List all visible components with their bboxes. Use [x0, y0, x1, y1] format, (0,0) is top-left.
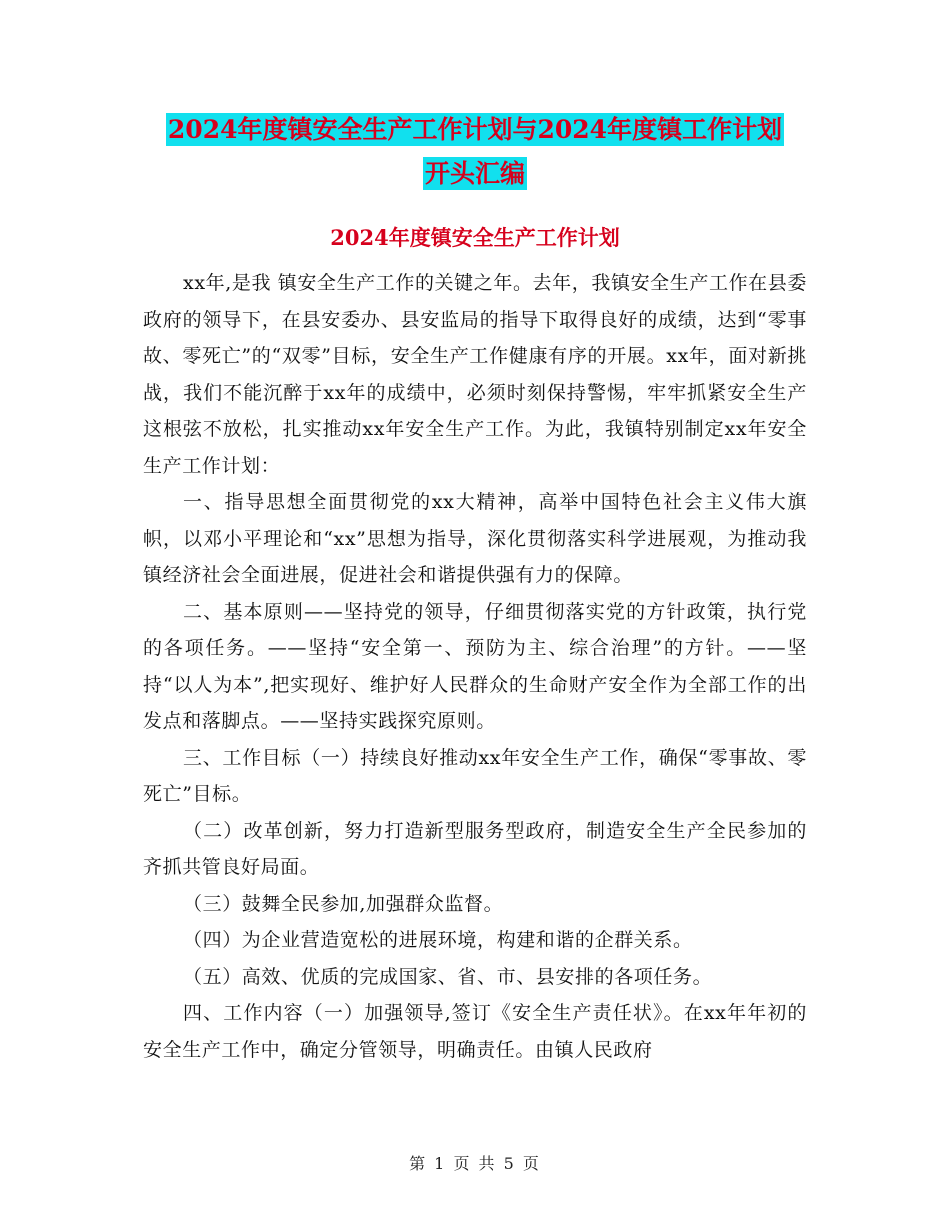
paragraph-basic-principles: 二、基本原则——坚持党的领导，仔细贯彻落实党的方针政策，执行党的各项任务。——坚持“安全第一、预防为主、综合治理”的方针。——坚持“以人为本”,把实现好、维护好人民群众的生命财产安全作为全部工作的出发点和落脚点。——坚持实践探究原则。: [143, 600, 807, 732]
paragraph-goal-2: （二）改革创新，努力打造新型服务型政府，制造安全生产全民参加的齐抓共管良好局面。: [143, 819, 807, 878]
paragraph-goal-3: （三）鼓舞全民参加,加强群众监督。: [183, 892, 504, 915]
document-title-line-2: [0, 152, 950, 196]
paragraph-goal-5: （五）高效、优质的完成国家、省、市、县安排的各项任务。: [183, 965, 713, 988]
document-title-line-1: [0, 108, 950, 152]
section-title: 2024年度镇安全生产工作计划: [330, 225, 620, 250]
paragraph-work-goals: 三、工作目标（一）持续良好推动xx年安全生产工作，确保“零事故、零死亡”目标。: [143, 746, 807, 805]
paragraph-guiding-ideology: 一、指导思想全面贯彻党的xx大精神，高举中国特色社会主义伟大旗帜，以邓小平理论和“xx”思想为指导，深化贯彻落实科学进展观，为推动我镇经济社会全面进展，促进社会和谐提供强有力的保障。: [143, 491, 807, 586]
title-highlight-1: 2024年度镇安全生产工作计划与2024年度镇工作计划: [167, 115, 783, 144]
body-text: [143, 265, 807, 1068]
page-footer: 第 1 页 共 5 页: [409, 1154, 541, 1173]
paragraph-goal-4: （四）为企业营造宽松的进展环境，构建和谐的企群关系。: [183, 929, 693, 951]
paragraph-work-content: 四、工作内容（一）加强领导,签订《安全生产责任状》。在xx年年初的安全生产工作中，确定分管领导，明确责任。由镇人民政府: [143, 1002, 807, 1061]
paragraph-intro: xx年,是我 镇安全生产工作的关键之年。去年，我镇安全生产工作在县委政府的领导下，在县安委办、县安监局的指导下取得良好的成绩，达到“零事故、零死亡”的“双零”目标，安全生产工作健康有序的开展。xx年，面对新挑战，我们不能沉醉于xx年的成绩中，必须时刻保持警惕，牢牢抓紧安全生产这根弦不放松，扎实推动xx年安全生产工作。为此，我镇特别制定xx年安全生产工作计划：: [143, 272, 807, 477]
title-highlight-2: 开头汇编: [424, 159, 525, 188]
